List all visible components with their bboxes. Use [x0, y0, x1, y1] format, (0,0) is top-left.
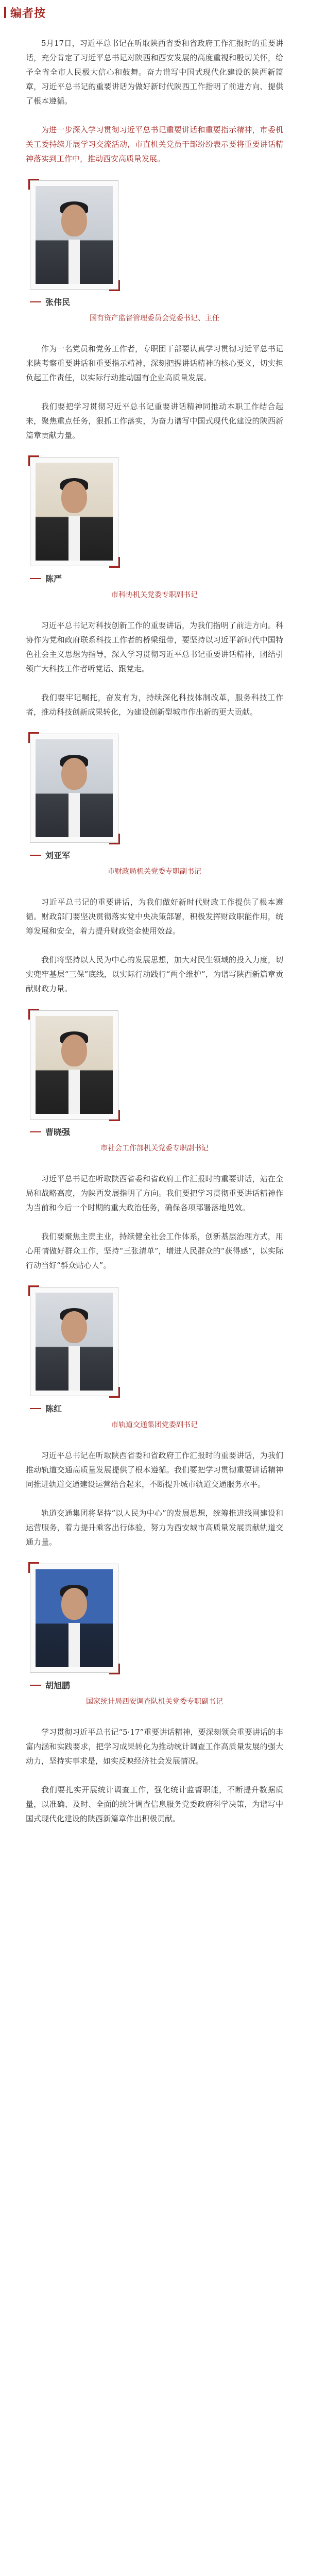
person-name-row [30, 296, 283, 308]
portrait-photo [36, 1016, 113, 1114]
name-accent-rule [30, 578, 41, 579]
intro-lead-paragraph: 为进一步深入学习贯彻习近平总书记重要讲话和重要指示精神，市委机关工委持续开展学习交流活动，市直机关党员干部纷纷表示要将重要讲话精神落实到工作中，推动西安高质量发展。 [26, 125, 283, 163]
person-quote-paragraph: 习近平总书记在听取陕西省委和省政府工作汇报时的重要讲话，站在全局和战略高度，为陕西发展指明了方向。我们要把学习贯彻重要讲话精神作为当前和今后一个时期的重大政治任务，确保各项部署落地见效。 [26, 1174, 283, 1212]
name-accent-rule [30, 855, 41, 856]
portrait-frame [30, 734, 118, 843]
name-accent-rule [30, 1408, 41, 1409]
person-quote-paragraph: 习近平总书记的重要讲话，为我们做好新时代财政工作提供了根本遵循。财政部门要坚决贯彻落实党中央决策部署，积极发挥财政职能作用，统筹发展和安全，着力提升财政资金使用效益。 [26, 897, 283, 936]
person-section [26, 180, 283, 323]
person-title: 国有资产监督管理委员会党委书记、主任 [90, 314, 219, 322]
person-quote-paragraph: 我们将坚持以人民为中心的发展思想，加大对民生领域的投入力度，切实兜牢基层“三保”底线，以实际行动践行“两个维护”，为谱写陕西新篇章贡献财政力量。 [26, 955, 283, 993]
person-section [26, 734, 283, 876]
person-name-row [30, 1126, 283, 1138]
person-quote-paragraph: 我们要把学习贯彻习近平总书记重要讲话精神同推动本职工作结合起来，聚焦重点任务，狠抓工作落实，为奋力谱写中国式现代化建设的陕西新篇章贡献力量。 [26, 402, 283, 440]
person-name-row [30, 849, 283, 861]
person-quote-paragraph: 我们要牢记嘱托，奋发有为，持续深化科技体制改革，服务科技工作者，推动科技创新成果转化，为建设创新型城市作出新的更大贡献。 [26, 693, 283, 717]
person-title: 市社会工作部机关党委专职副书记 [100, 1144, 209, 1152]
person-quote-paragraph: 学习贯彻习近平总书记“5·17”重要讲话精神，要深刻领会重要讲话的丰富内涵和实践要求，把学习成果转化为推动统计调查工作高质量发展的强大动力，坚持实事求是，如实反映经济社会发展情况。 [26, 1727, 283, 1766]
portrait-photo [36, 739, 113, 837]
portrait-frame [30, 180, 118, 290]
name-accent-rule [30, 1131, 41, 1132]
person-name-row [30, 572, 283, 584]
portrait-photo [36, 463, 113, 561]
person-name: 陈严 [45, 575, 62, 584]
person-section [26, 1564, 283, 1706]
person-quote-paragraph: 习近平总书记对科技创新工作的重要讲话，为我们指明了前进方向。科协作为党和政府联系科技工作者的桥梁纽带，要坚持以习近平新时代中国特色社会主义思想为指导，深入学习贯彻习近平总书记重要讲话精神，团结引领广大科技工作者听党话、跟党走。 [26, 621, 283, 673]
person-name: 张伟民 [45, 298, 71, 307]
person-name: 刘亚军 [45, 852, 71, 860]
person-name-row [30, 1679, 283, 1691]
header-accent-bar [4, 7, 6, 18]
portrait-photo [36, 1569, 113, 1667]
person-title: 市财政局机关党委专职副书记 [108, 867, 201, 875]
person-title: 市轨道交通集团党委副书记 [111, 1420, 198, 1429]
person-name: 曹晓强 [45, 1128, 71, 1137]
person-name-row [30, 1402, 283, 1414]
article-content [26, 36, 283, 1840]
person-name: 胡旭鹏 [45, 1682, 71, 1690]
person-section [26, 457, 283, 600]
portrait-frame [30, 1564, 118, 1673]
person-quote-paragraph: 轨道交通集团将坚持“以人民为中心”的发展思想，统筹推进线网建设和运营服务，着力提升乘客出行体验，努力为西安城市高质量发展贡献轨道交通力量。 [26, 1509, 283, 1547]
portrait-photo [36, 1293, 113, 1391]
person-name: 陈红 [45, 1405, 62, 1414]
intro-paragraph: 5月17日，习近平总书记在听取陕西省委和省政府工作汇报时的重要讲话，充分肯定了习近平总书记对陕西和西安发展的高度重视和殷切关怀，给予全省全市人民极大信心和鼓舞。奋力谱写中国式现代化建设的陕西新篇章，习近平总书记的重要讲话为做好新时代陕西工作指明了前进方向、提供了根本遵循。 [26, 39, 283, 106]
name-accent-rule [30, 301, 41, 302]
portrait-photo [36, 186, 113, 284]
portrait-frame [30, 1010, 118, 1120]
portrait-frame [30, 1287, 118, 1396]
portrait-frame [30, 457, 118, 566]
person-section [26, 1287, 283, 1430]
person-title: 市科协机关党委专职副书记 [111, 590, 198, 599]
person-quote-paragraph: 我们要聚焦主责主业，持续健全社会工作体系，创新基层治理方式，用心用情做好群众工作，坚持“三张清单”，增进人民群众的“获得感”，以实际行动当好“群众贴心人”。 [26, 1232, 283, 1270]
person-quote-paragraph: 作为一名党员和党务工作者，专职团干部要认真学习贯彻习近平总书记来陕考察重要讲话和重要指示精神，深刻把握讲话精神的核心要义，切实担负起工作责任，以实际行动推动国有企业高质量发展。 [26, 344, 283, 382]
editor-note-header [4, 4, 46, 21]
person-quote-paragraph: 我们要扎实开展统计调查工作，强化统计监督职能，不断提升数据质量，以准确、及时、全面的统计调查信息服务党委政府科学决策，为谱写中国式现代化建设的陕西新篇章作出积极贡献。 [26, 1785, 283, 1823]
editor-note-label: 编者按 [10, 6, 46, 20]
name-accent-rule [30, 1685, 41, 1686]
person-quote-paragraph: 习近平总书记在听取陕西省委和省政府工作汇报时的重要讲话，为我们推动轨道交通高质量发展提供了根本遵循。我们要把学习贯彻重要讲话精神同推进轨道交通建设运营结合起来，不断提升城市轨道交通服务水平。 [26, 1451, 283, 1489]
person-title: 国家统计局西安调查队机关党委专职副书记 [86, 1697, 223, 1705]
person-section [26, 1010, 283, 1153]
